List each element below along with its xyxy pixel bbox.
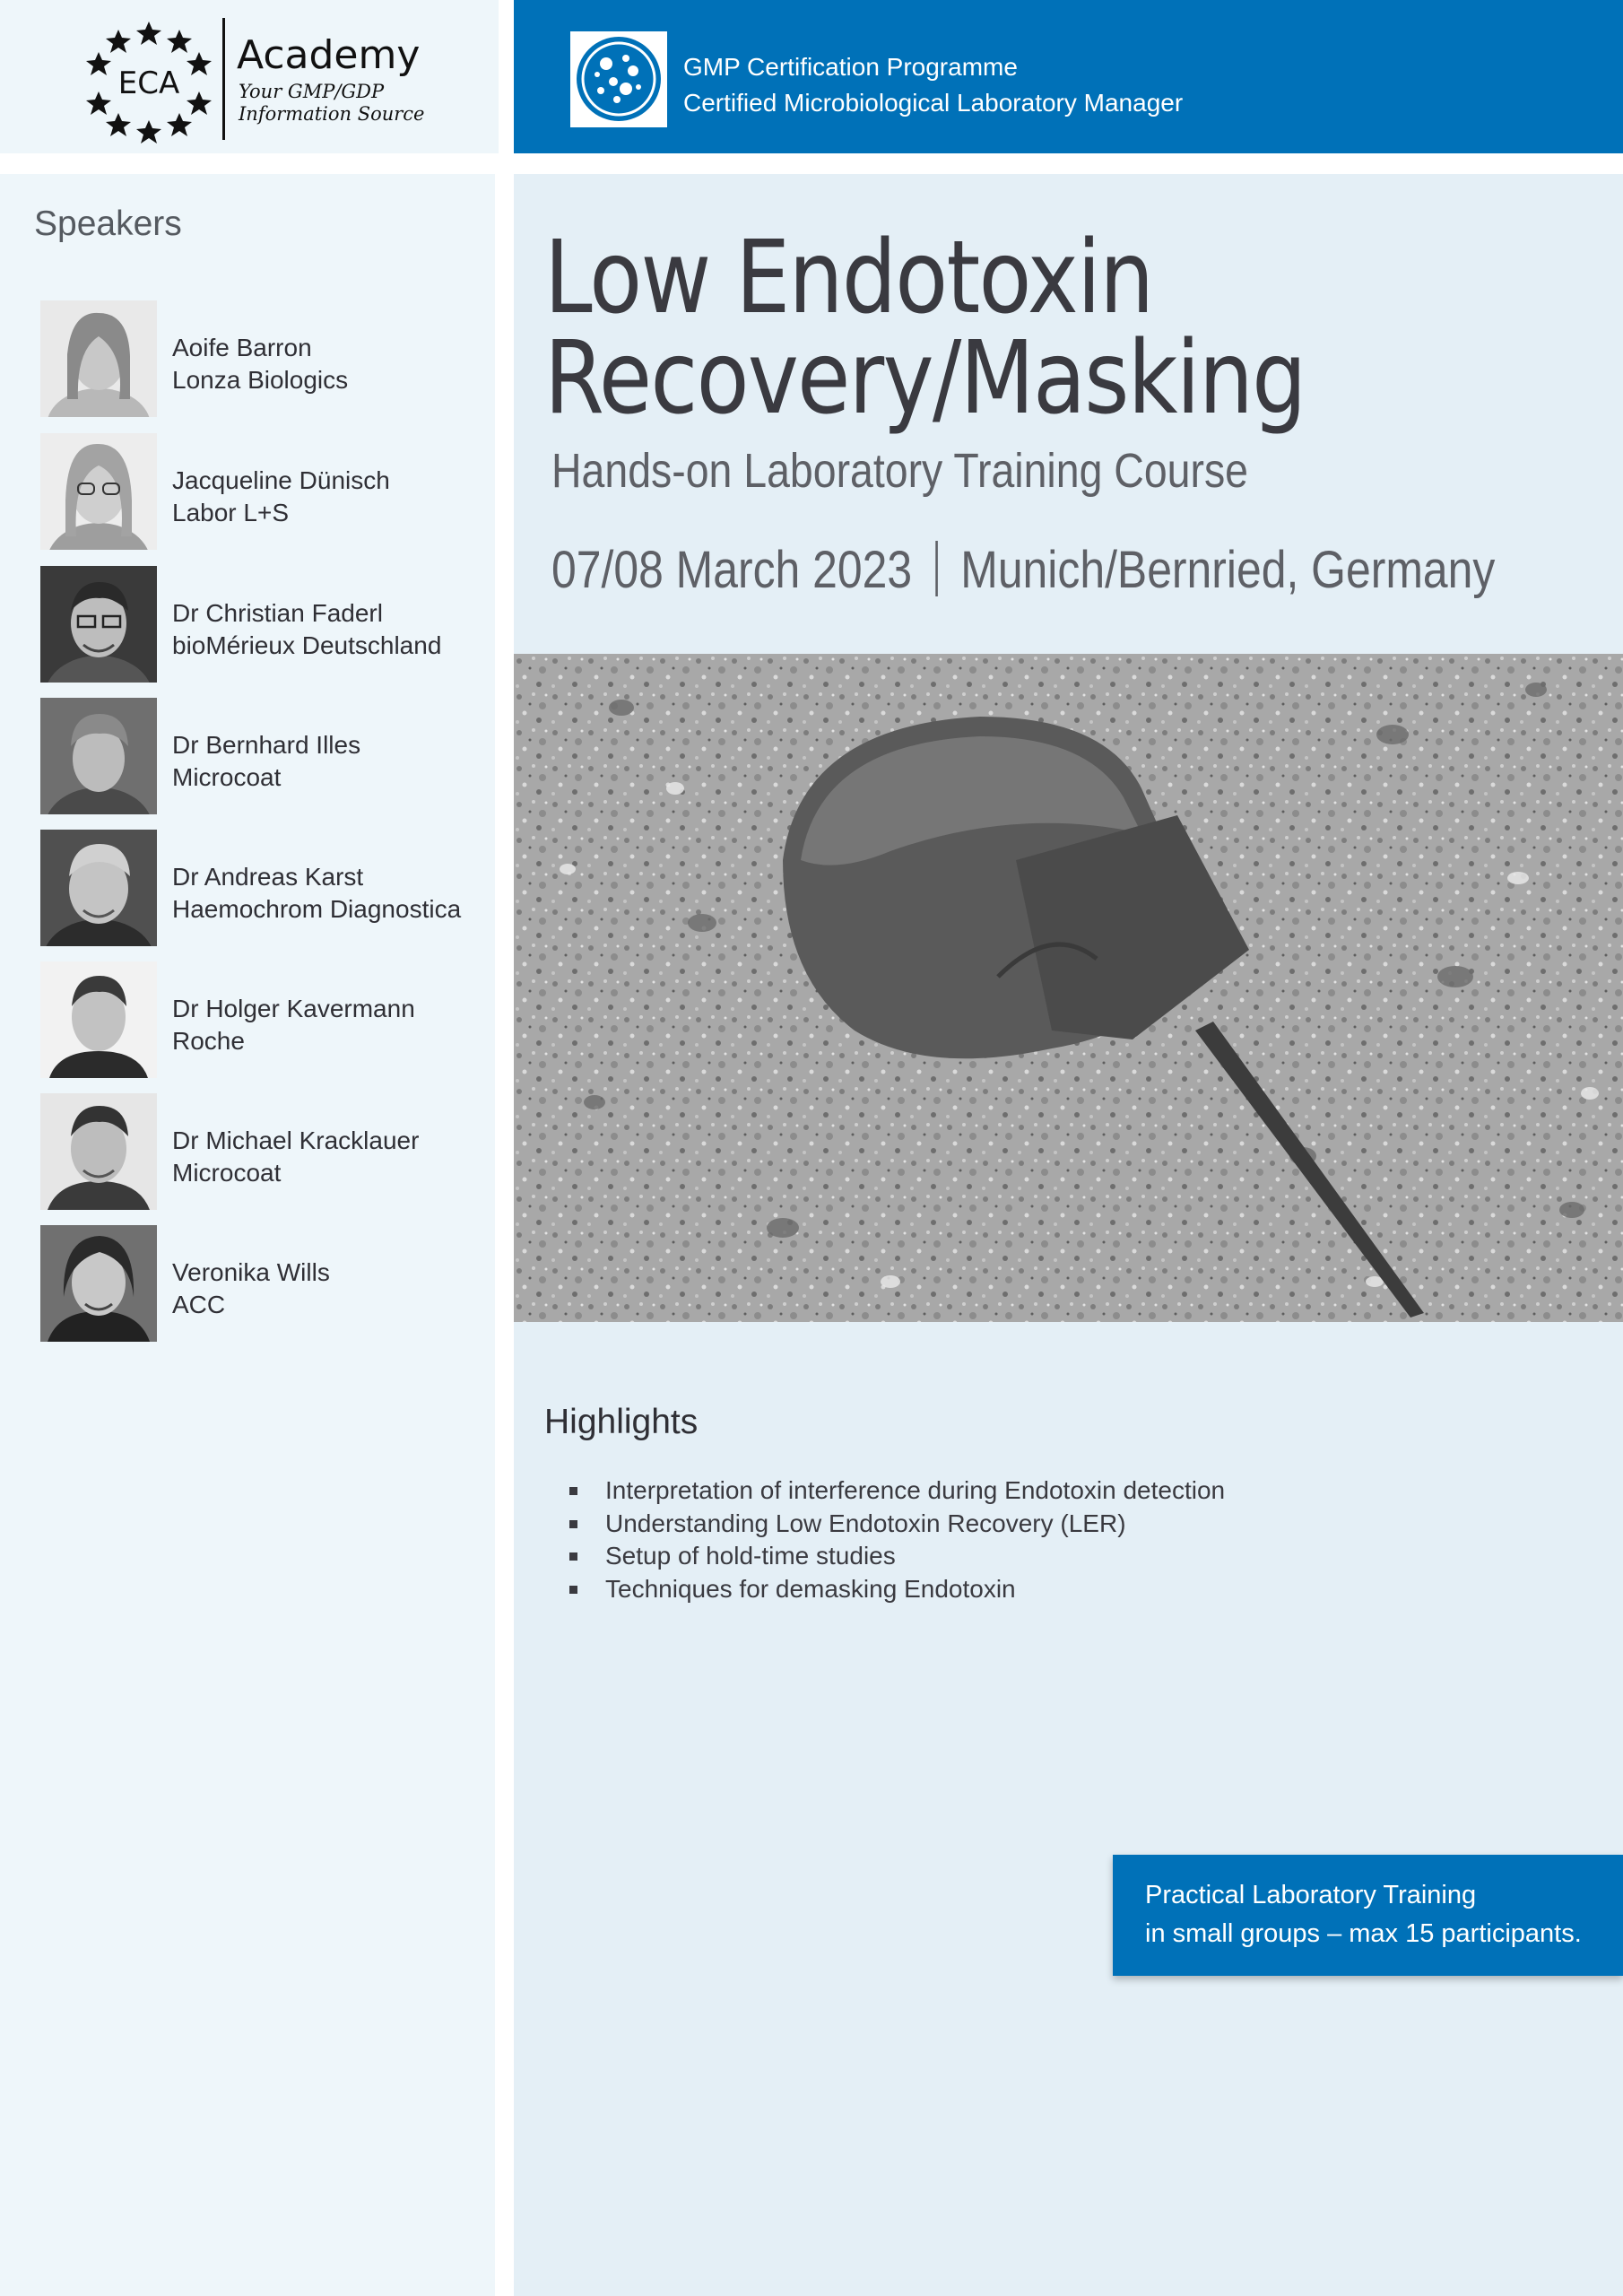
speaker-photo — [40, 566, 157, 683]
speaker-name: Jacqueline Dünisch — [172, 466, 390, 494]
speaker-organisation: Haemochrom Diagnostica — [172, 895, 462, 923]
speaker-organisation: Microcoat — [172, 763, 282, 791]
speaker-name: Dr Holger Kavermann — [172, 995, 415, 1022]
date-location-line — [551, 540, 1495, 600]
speaker-photo — [40, 1093, 157, 1210]
speaker-name: Veronika Wills — [172, 1258, 330, 1286]
callout-line-2: in small groups – max 15 participants. — [1145, 1919, 1582, 1948]
highlights-heading: Highlights — [544, 1403, 699, 1441]
speaker-card — [40, 830, 489, 946]
speakers-panel — [0, 174, 495, 2296]
speaker-card — [40, 1225, 489, 1342]
highlight-item: Understanding Low Endotoxin Recovery (LER) — [569, 1508, 1225, 1541]
microbiology-petri-dish-icon — [570, 31, 667, 127]
speaker-name: Dr Bernhard Illes — [172, 731, 361, 759]
speaker-name: Dr Christian Faderl — [172, 599, 383, 627]
highlight-item: Interpretation of interference during Endotoxin detection — [569, 1474, 1225, 1508]
speaker-photo — [40, 830, 157, 946]
logo-divider — [222, 18, 225, 140]
speaker-card — [40, 698, 489, 814]
speaker-organisation: Lonza Biologics — [172, 366, 349, 394]
horseshoe-crab-photo — [514, 654, 1623, 1322]
programme-name: GMP Certification Programme — [683, 53, 1018, 81]
course-location: Munich/Bernried, Germany — [960, 541, 1496, 599]
date-separator — [935, 541, 938, 596]
speaker-card — [40, 433, 489, 550]
speaker-name: Dr Andreas Karst — [172, 863, 364, 891]
speaker-name: Dr Michael Kracklauer — [172, 1126, 420, 1154]
speaker-organisation: Roche — [172, 1027, 245, 1055]
speaker-organisation: Labor L+S — [172, 499, 289, 526]
eca-star-ring-icon — [86, 20, 212, 145]
highlight-item: Setup of hold-time studies — [569, 1540, 1225, 1573]
speaker-card — [40, 1093, 489, 1210]
speaker-card — [40, 961, 489, 1078]
speaker-organisation: ACC — [172, 1291, 226, 1318]
academy-wordmark: Academy — [237, 32, 421, 78]
speaker-card — [40, 566, 489, 683]
highlight-item: Techniques for demasking Endotoxin — [569, 1573, 1225, 1606]
course-subtitle: Hands-on Laboratory Training Course — [551, 444, 1249, 498]
speaker-organisation: Microcoat — [172, 1159, 282, 1187]
course-title-line-2: Recovery/Masking — [544, 320, 1306, 437]
speaker-organisation: bioMérieux Deutschland — [172, 631, 442, 659]
speaker-card — [40, 300, 489, 417]
callout-line-1: Practical Laboratory Training — [1145, 1881, 1477, 1909]
programme-certificate: Certified Microbiological Laboratory Manager — [683, 89, 1184, 117]
svg-text:ECA: ECA — [117, 65, 180, 101]
academy-tagline: Your GMP/GDP Information Source — [239, 81, 425, 125]
speaker-photo — [40, 698, 157, 814]
eca-academy-logo — [0, 0, 499, 153]
training-callout-box — [1113, 1855, 1623, 1976]
speaker-photo — [40, 961, 157, 1078]
speaker-photo — [40, 1225, 157, 1342]
highlights-list — [569, 1474, 1225, 1605]
course-title — [544, 220, 1306, 437]
speaker-name: Aoife Barron — [172, 334, 312, 361]
programme-banner — [514, 0, 1623, 153]
speaker-photo — [40, 300, 157, 417]
course-title-line-1: Low Endotoxin — [544, 220, 1153, 336]
main-content — [514, 174, 1623, 2296]
speakers-heading: Speakers — [34, 204, 182, 243]
speaker-photo — [40, 433, 157, 550]
course-date: 07/08 March 2023 — [551, 541, 913, 599]
